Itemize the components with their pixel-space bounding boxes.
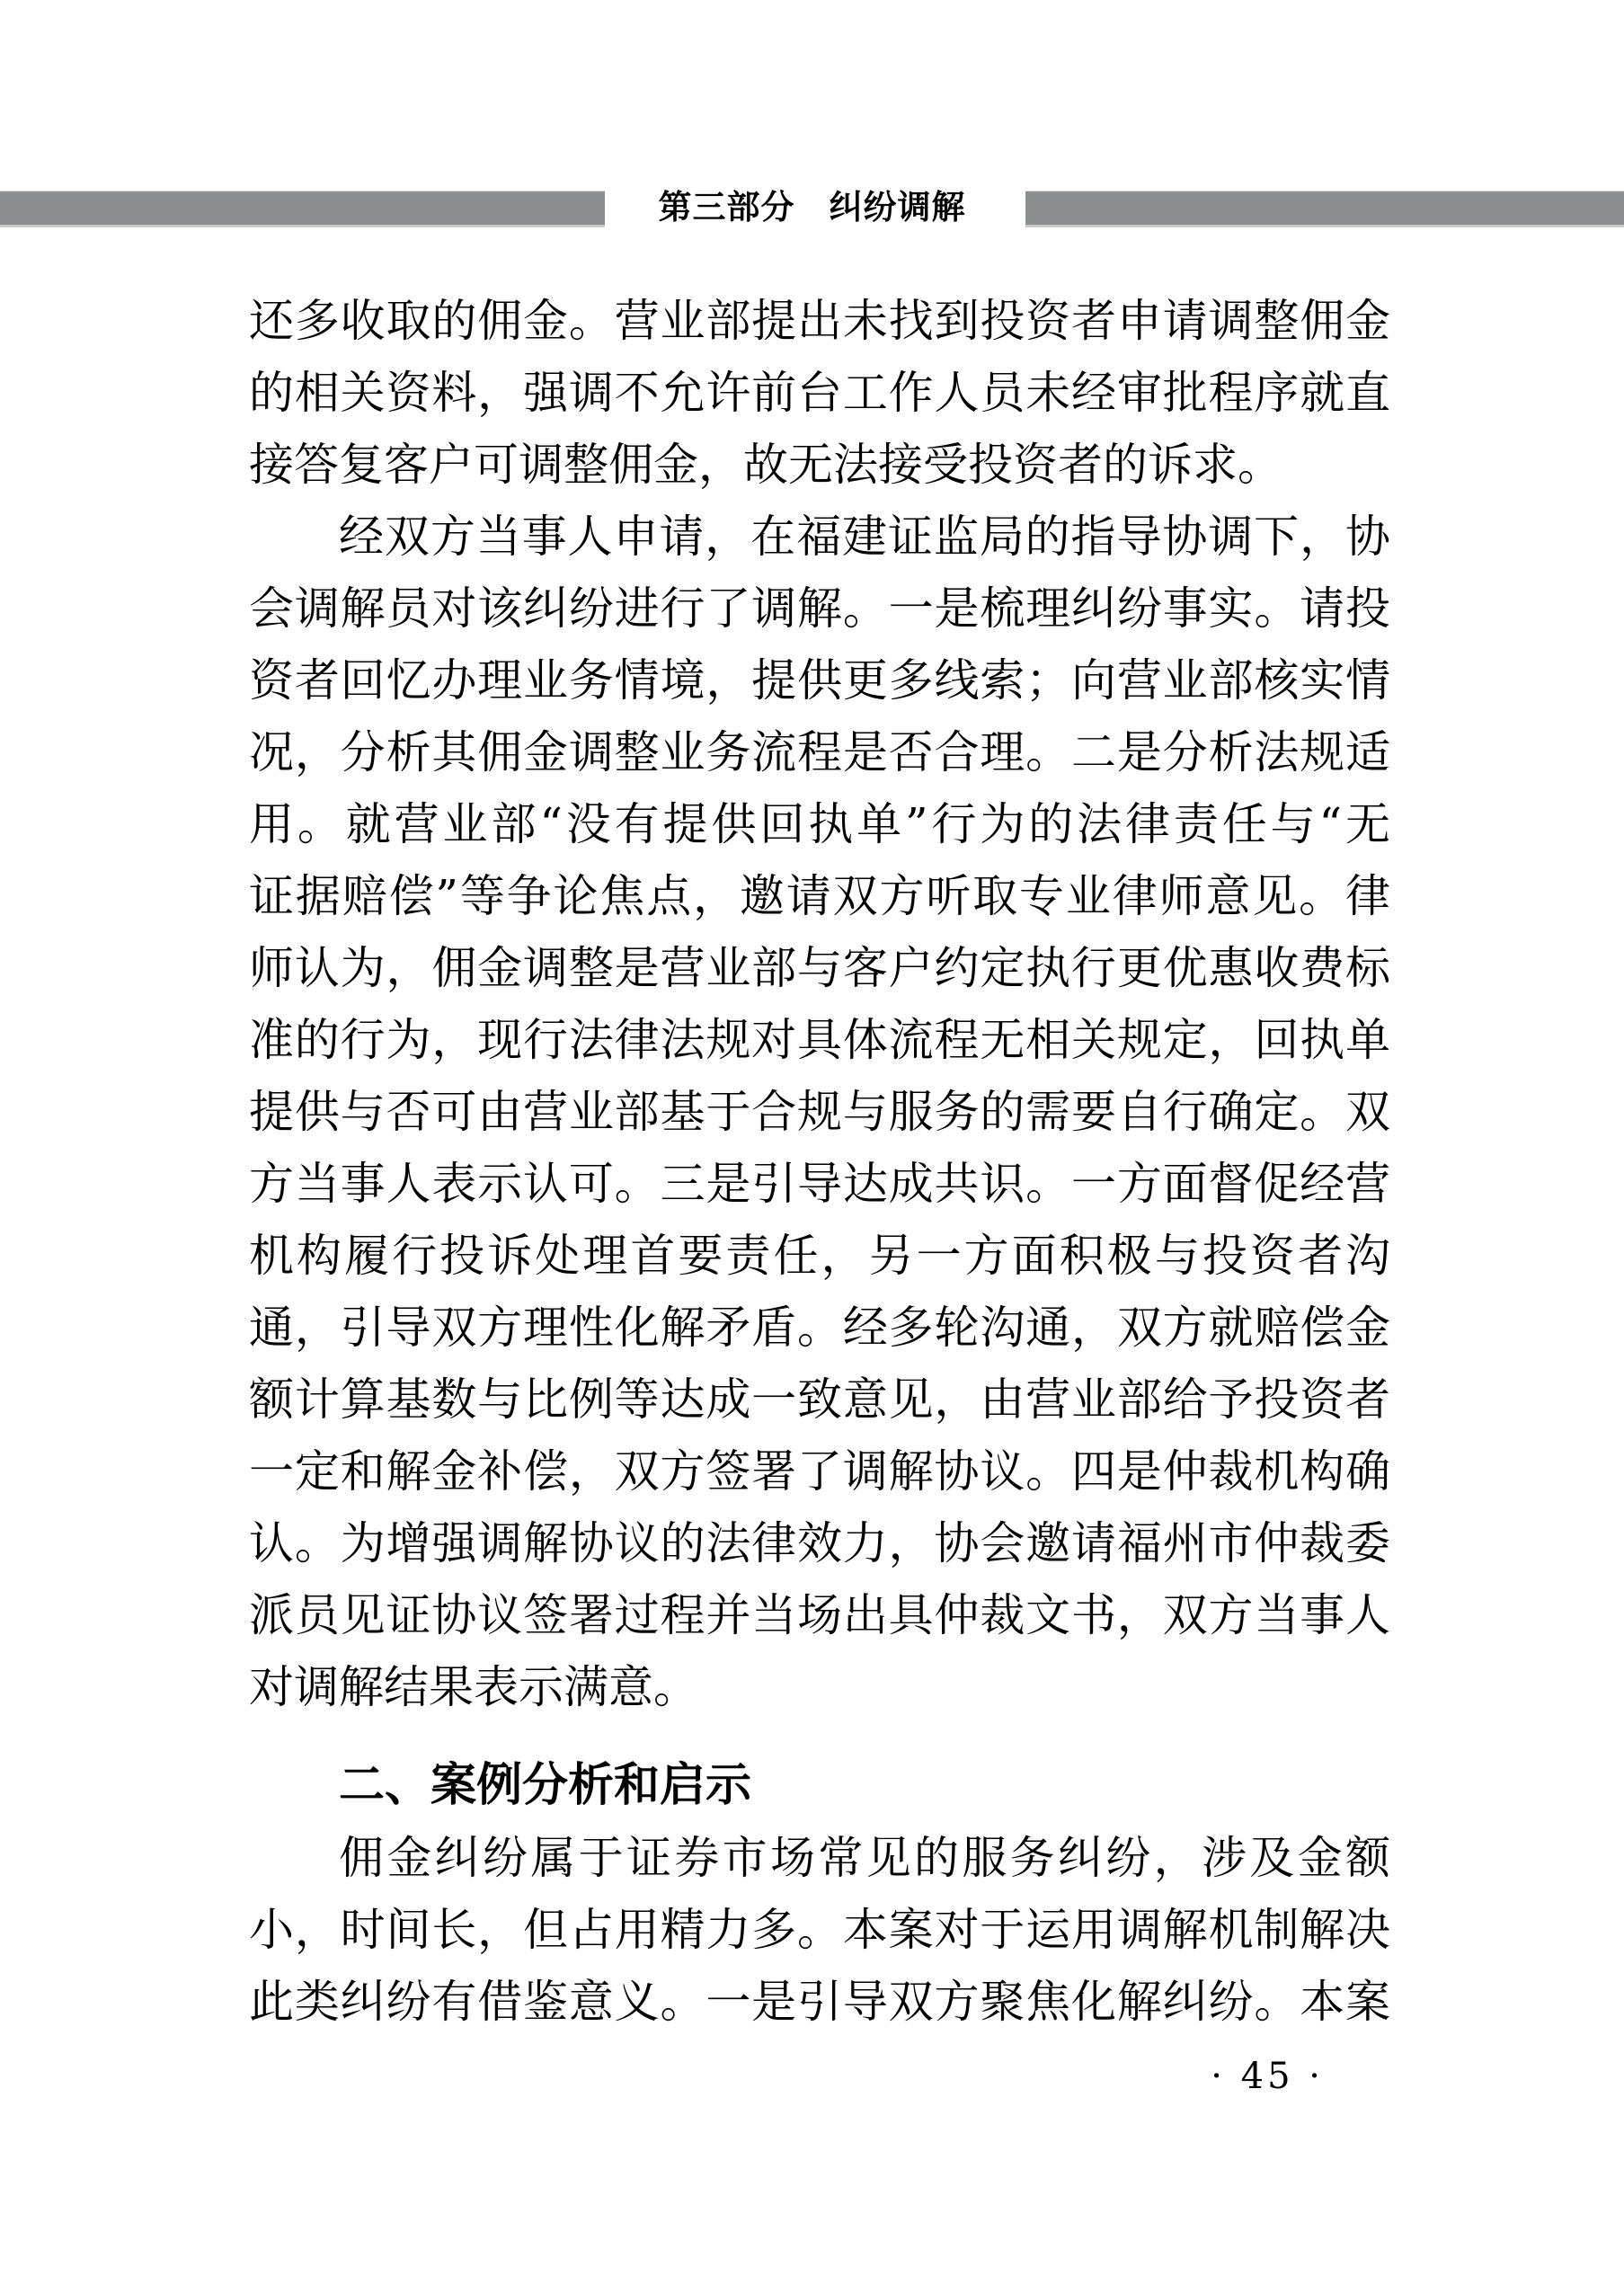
text-line: 额计算基数与比例等达成一致意见，由营业部给予投资者 bbox=[249, 1373, 1390, 1426]
text-line: 此类纠纷有借鉴意义。一是引导双方聚焦化解纠纷。本案 bbox=[249, 1976, 1390, 2028]
text-line: 方当事人表示认可。三是引导达成共识。一方面督促经营 bbox=[249, 1158, 1390, 1210]
text-line: 提供与否可由营业部基于合规与服务的需要自行确定。双 bbox=[249, 1086, 1390, 1138]
paragraph-mediation-process bbox=[249, 501, 1390, 1723]
text-line: 佣金纠纷属于证券市场常见的服务纠纷，涉及金额 bbox=[339, 1832, 1390, 1884]
text-line: 派员见证协议签署过程并当场出具仲裁文书，双方当事人 bbox=[249, 1589, 1390, 1641]
text-line: 小，时间长，但占用精力多。本案对于运用调解机制解决 bbox=[249, 1904, 1390, 1956]
text-line: 会调解员对该纠纷进行了调解。一是梳理纠纷事实。请投 bbox=[249, 582, 1390, 635]
text-line: 经双方当事人申请，在福建证监局的指导协调下，协 bbox=[339, 511, 1390, 563]
text-line: 资者回忆办理业务情境，提供更多线索；向营业部核实情 bbox=[249, 654, 1390, 707]
text-line: 的相关资料，强调不允许前台工作人员未经审批程序就直 bbox=[249, 367, 1390, 419]
text-line: 接答复客户可调整佣金，故无法接受投资者的诉求。 bbox=[249, 439, 1282, 491]
text-line: 认。为增强调解协议的法律效力，协会邀请福州市仲裁委 bbox=[249, 1517, 1390, 1569]
page-body bbox=[249, 285, 1390, 2038]
part-title: 第三部分 纠纷调解 bbox=[658, 188, 966, 227]
page-number: · 45 · bbox=[1211, 2056, 1324, 2097]
section-heading: 二、案例分析和启示 bbox=[339, 1759, 752, 1812]
text-line: 一定和解金补偿，双方签署了调解协议。四是仲裁机构确 bbox=[249, 1445, 1390, 1498]
text-line: 况，分析其佣金调整业务流程是否合理。二是分析法规适 bbox=[249, 726, 1390, 778]
text-line: 用。就营业部“没有提供回执单”行为的法律责任与“无 bbox=[249, 798, 1390, 850]
text-line: 还多收取的佣金。营业部提出未找到投资者申请调整佣金 bbox=[249, 295, 1390, 347]
text-line: 对调解结果表示满意。 bbox=[249, 1661, 698, 1713]
text-line: 机构履行投诉处理首要责任，另一方面积极与投资者沟 bbox=[249, 1230, 1390, 1282]
text-line: 证据赔偿”等争论焦点，邀请双方听取专业律师意见。律 bbox=[249, 870, 1390, 922]
paragraph-case-analysis bbox=[249, 1822, 1390, 2038]
text-line: 通，引导双方理性化解矛盾。经多轮沟通，双方就赔偿金 bbox=[249, 1302, 1390, 1354]
paragraph-continuation bbox=[249, 285, 1390, 501]
text-line: 准的行为，现行法律法规对具体流程无相关规定，回执单 bbox=[249, 1014, 1390, 1066]
text-line: 师认为，佣金调整是营业部与客户约定执行更优惠收费标 bbox=[249, 942, 1390, 994]
